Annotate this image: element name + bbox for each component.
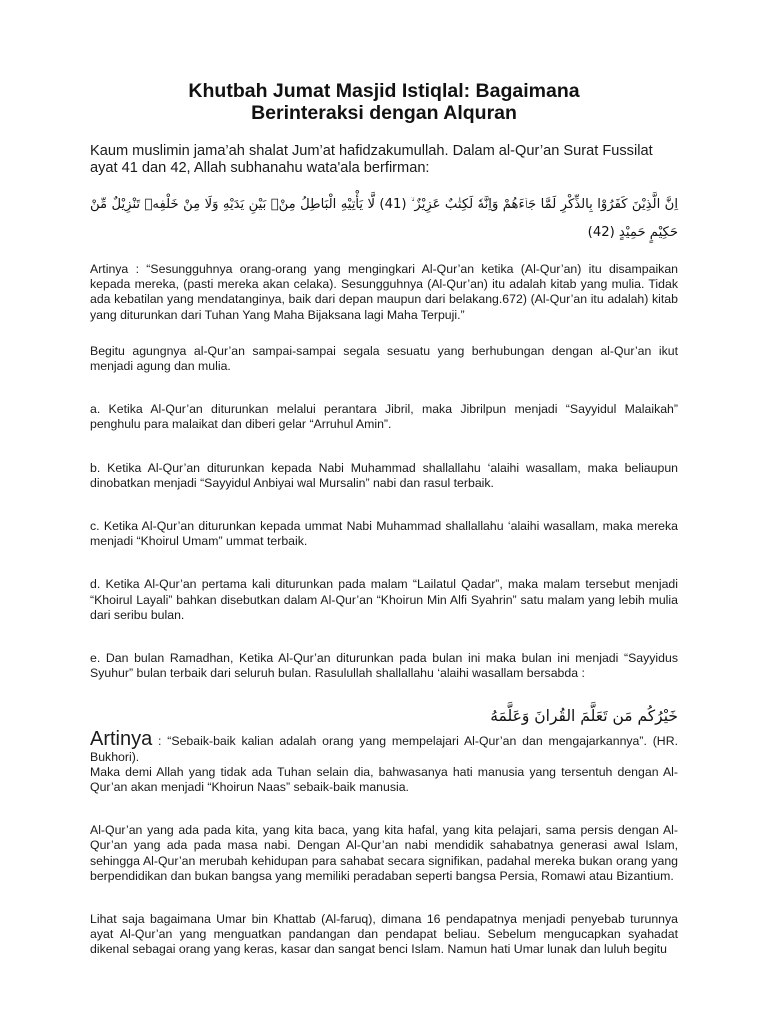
artinya-paragraph: Artinya : “Sesungguhnya orang-orang yang mengingkari Al-Qur’an ketika (Al-Qur’an) itu disampaikan kepada mereka, (pasti mereka akan celaka). Sesungguhnya (Al-Qur’an) itu adalah kitab yang mulia. Tidak ada kebatilan yang mendatanginya, baik dari depan maupun dari belakang.672) (Al-Qur’an itu adalah) kitab yang diturunkan dari Tuhan Yang Maha Bijaksana lagi Maha Terpuji.”	[90, 262, 678, 322]
point-c-paragraph: c. Ketika Al-Qur’an diturunkan kepada ummat Nabi Muhammad shallallahu ‘alaihi wasallam, maka mereka menjadi “Khoirul Umam” ummat terbaik.	[90, 519, 678, 549]
intro-paragraph: Kaum muslimin jama’ah shalat Jum’at hafidzakumullah. Dalam al-Qur’an Surat Fussilat ayat 41 dan 42, Allah subhanahu wata'ala berfirman:	[90, 143, 653, 176]
arabic-verse: اِنَّ الَّذِيْنَ كَفَرُوْا بِالذِّكْرِ لَمَّا جَاۤءَهُمْ وَاِنَّهٗ لَكِتٰبٌ عَزِيْزٌ ۙ (41) لَّا يَأْتِيْهِ الْبَاطِلُ مِنْۢ بَيْنِ يَدَيْهِ وَلَا مِنْ خَلْفِهٖ تَنْزِيْلٌ مِّنْ حَكِيْمٍ حَمِيْدٍ (42)	[90, 197, 678, 240]
title-line-1: Khutbah Jumat Masjid Istiqlal: Bagaimana	[188, 80, 580, 102]
point-a-paragraph: a. Ketika Al-Qur’an diturunkan melalui perantara Jibril, maka Jibrilpun menjadi “Sayyidul Malaikah” penghulu para malaikat dan diberi gelar “Arruhul Amin”.	[90, 402, 678, 432]
arabic-hadith: خَيْرُكُم مَن تَعَلَّمَ القُرانَ وَعَلَّمَهُ	[490, 707, 678, 726]
begitu-paragraph: Begitu agungnya al-Qur’an sampai-sampai segala sesuatu yang berhubungan dengan al-Qur’an ikut menjadi agung dan mulia.	[90, 343, 678, 374]
hadith-translation	[90, 730, 678, 764]
point-b-paragraph: b. Ketika Al-Qur’an diturunkan kepada Nabi Muhammad shallallahu ‘alaihi wasallam, maka beliaupun dinobatkan menjadi “Sayyidul Anbiyai wal Mursalin” nabi dan rasul terbaik.	[90, 460, 678, 490]
artinya-label: Artinya	[90, 728, 153, 751]
maka-paragraph: Maka demi Allah yang tidak ada Tuhan selain dia, bahwasanya hati manusia yang tersentuh dengan Al-Qur’an akan menjadi “Khoirun Naas” sebaik-baik manusia.	[90, 764, 678, 795]
hadith-translation-text: : “Sebaik-baik kalian adalah orang yang mempelajari Al-Qur’an dan mengajarkannya”. (HR. Bukhori).	[90, 734, 678, 764]
lihat-paragraph: Lihat saja bagaimana Umar bin Khattab (Al-faruq), dimana 16 pendapatnya menjadi penyebab turunnya ayat Al-Qur’an yang menguatkan pandangan dan pendapat beliau. Sebelum mengucapkan syahadat dikenal sebagai orang yang keras, kasar dan sangat benci Islam. Namun hati Umar lunak dan luluh begitu	[90, 912, 678, 957]
point-d-paragraph: d. Ketika Al-Qur’an pertama kali diturunkan pada malam “Lailatul Qadar”, maka malam tersebut menjadi “Khoirul Layali” bahkan disebutkan dalam Al-Qur’an “Khoirun Min Alfi Syahrin” satu malam yang lebih mulia dari seribu bulan.	[90, 577, 678, 622]
title-line-2: Berinteraksi dengan Alquran	[251, 102, 517, 124]
point-e-paragraph: e. Dan bulan Ramadhan, Ketika Al-Qur’an diturunkan pada bulan ini maka bulan ini menjadi “Sayyidus Syuhur” bulan terbaik dari seluruh bulan. Rasulullah shallallahu ‘alaihi wasallam bersabda :	[90, 651, 678, 681]
page-title	[90, 80, 678, 124]
alquran-paragraph: Al-Qur’an yang ada pada kita, yang kita baca, yang kita hafal, yang kita pelajari, sama persis dengan Al-Qur’an yang ada pada masa nabi. Dengan Al-Qur’an nabi mendidik sahabatnya generasi awal Islam, sehingga Al-Qur’an merubah kehidupan para sahabat secara signifikan, padahal mereka bukan orang yang berpendidikan dan bukan bangsa yang memiliki peradaban seperti bangsa Persia, Romawi atau Bizantium.	[90, 823, 678, 883]
